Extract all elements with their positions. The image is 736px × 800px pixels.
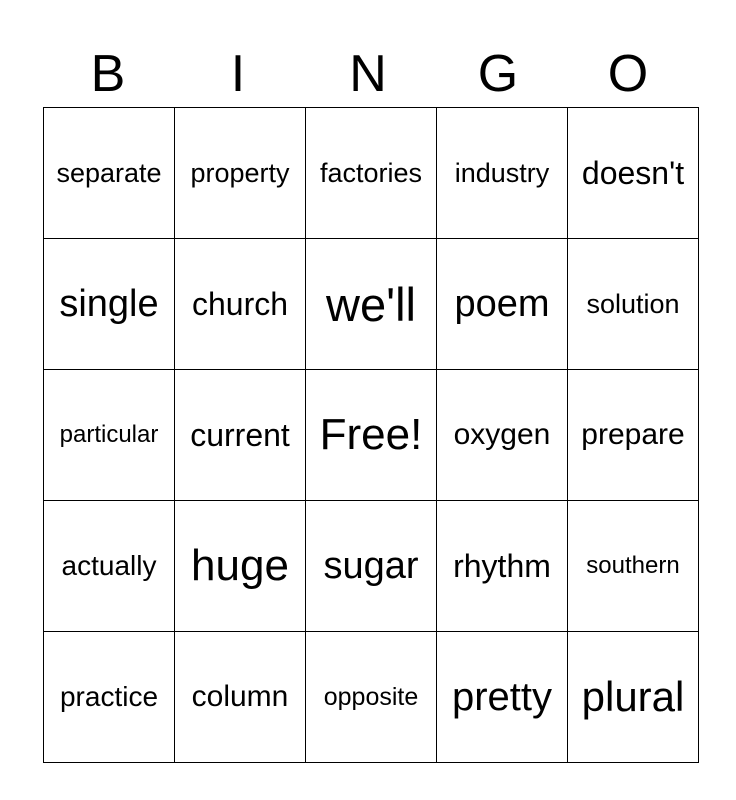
bingo-cell[interactable]: sugar (306, 501, 437, 632)
bingo-cell[interactable]: prepare (568, 370, 699, 501)
bingo-cell[interactable]: opposite (306, 632, 437, 763)
bingo-cell[interactable]: plural (568, 632, 699, 763)
header-letter-g: G (477, 45, 519, 103)
header-letter-n: N (349, 45, 387, 103)
bingo-cell[interactable]: property (175, 108, 306, 239)
header-letter-o: O (607, 45, 649, 103)
bingo-row (44, 239, 699, 370)
bingo-cell[interactable]: column (175, 632, 306, 763)
bingo-cell[interactable]: actually (44, 501, 175, 632)
bingo-cell[interactable]: rhythm (437, 501, 568, 632)
bingo-cell[interactable]: separate (44, 108, 175, 239)
free-space-cell[interactable]: Free! (306, 370, 437, 501)
bingo-cell[interactable]: pretty (437, 632, 568, 763)
bingo-cell[interactable]: particular (44, 370, 175, 501)
header-letter-i: I (230, 45, 246, 103)
bingo-cell[interactable]: oxygen (437, 370, 568, 501)
header-letter-b: B (90, 45, 126, 103)
bingo-cell[interactable]: we'll (306, 239, 437, 370)
bingo-cell[interactable]: southern (568, 501, 699, 632)
bingo-cell[interactable]: huge (175, 501, 306, 632)
bingo-cell[interactable]: solution (568, 239, 699, 370)
bingo-cell[interactable]: factories (306, 108, 437, 239)
bingo-cell[interactable]: industry (437, 108, 568, 239)
bingo-cell[interactable]: practice (44, 632, 175, 763)
bingo-cell[interactable]: current (175, 370, 306, 501)
bingo-cell[interactable]: church (175, 239, 306, 370)
bingo-row (44, 370, 699, 501)
bingo-row (44, 632, 699, 763)
bingo-cell[interactable]: single (44, 239, 175, 370)
bingo-cell[interactable]: doesn't (568, 108, 699, 239)
bingo-card-grid (43, 107, 699, 763)
bingo-row (44, 108, 699, 239)
bingo-cell[interactable]: poem (437, 239, 568, 370)
bingo-header (43, 40, 693, 108)
bingo-row (44, 501, 699, 632)
